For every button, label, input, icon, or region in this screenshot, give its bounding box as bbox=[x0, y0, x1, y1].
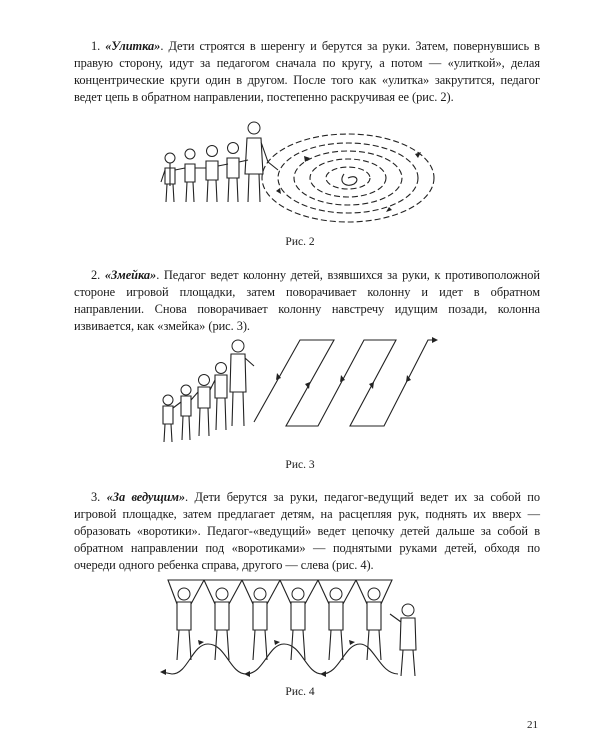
section-2-number: 2. bbox=[91, 268, 105, 282]
section-3-text: . Дети берутся за руки, педагог-ведущий ведет их за собой по игровой площадке, затем предлагает детям, на расцепляя рук, поднять их вверх — образовать «воротики». Педагог-«ведущий» ведет цепочку детей дальше за собой в обратном направлении под «воротиками» — поднятыми руками детей, обходя по очереди одного ребенка справа, другого — слева (рис. 4). bbox=[74, 490, 540, 572]
section-1-text: . Дети строятся в шеренгу и берутся за руки. Затем, повернувшись в правую сторону, идут за педагогом сначала по кругу, а потом — «улиткой», делая концентрические круги один в другом. После того как «улитка» закрутится, педагог ведет цепь в обратном направлении, постепенно раскручивая ее (рис. 2). bbox=[74, 39, 540, 104]
section-1-paragraph bbox=[74, 38, 540, 106]
figure-4-follow-leader-illustration bbox=[160, 574, 440, 684]
section-2-text: . Педагог ведет колонну детей, взявшихся за руки, к противоположной стороне игровой площадки, затем поворачивает колонну и идет в обратном направлении. Снова поворачивает колонну навстречу идущим позади, колонна извивается, как «змейка» (рис. 3). bbox=[74, 268, 540, 333]
weaving-path bbox=[160, 640, 398, 677]
page-number: 21 bbox=[527, 719, 538, 731]
snail-spiral-path bbox=[262, 134, 434, 222]
figure-3-snake-illustration bbox=[158, 330, 438, 450]
section-3-number: 3. bbox=[91, 490, 107, 504]
section-1-number: 1. bbox=[91, 39, 106, 53]
section-3-paragraph bbox=[74, 489, 540, 574]
snake-zigzag-path bbox=[254, 337, 438, 426]
section-1-term: «Улитка» bbox=[105, 39, 161, 53]
figure-3-caption: Рис. 3 bbox=[285, 459, 315, 471]
section-2-paragraph bbox=[74, 267, 540, 335]
section-3-term: «За ведущим» bbox=[106, 490, 186, 504]
section-2-term: «Змейка» bbox=[104, 268, 157, 282]
figure-2-caption: Рис. 2 bbox=[285, 236, 315, 248]
children-column-figure bbox=[163, 340, 254, 442]
children-chain-figure bbox=[161, 122, 268, 202]
figure-2-snail-illustration bbox=[160, 118, 440, 228]
figure-4-caption: Рис. 4 bbox=[285, 686, 315, 698]
